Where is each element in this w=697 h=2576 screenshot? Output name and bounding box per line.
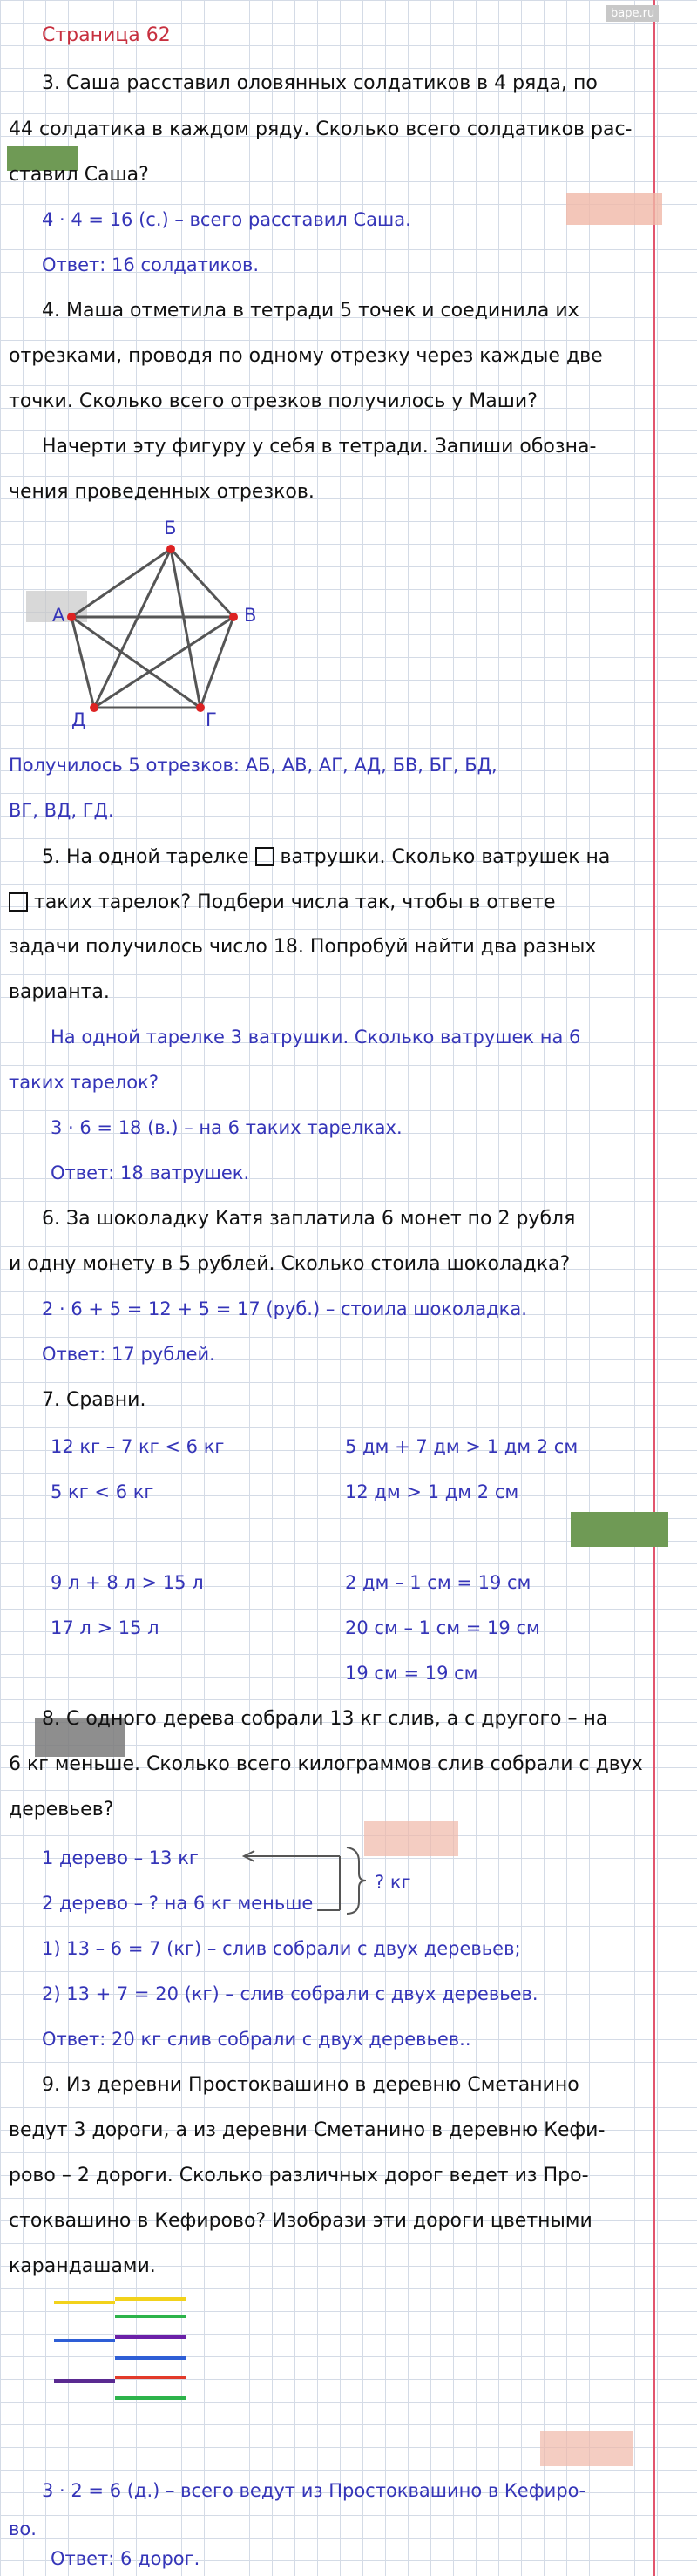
task4-answer-line: ВГ, ВД, ГД. [9, 800, 114, 821]
point-label-v: В [244, 605, 257, 626]
point-label-a: А [52, 605, 65, 626]
task4-question-line: точки. Сколько всего отрезков получилось у Маши? [9, 390, 538, 412]
task3-question-line: 3. Саша расставил оловянных солдатиков в 4 ряда, по [42, 72, 598, 94]
task9-answer-line: Ответ: 6 дорог. [51, 2548, 200, 2569]
task6-question-line: 6. За шоколадку Катя заплатила 6 монет по 2 рубля [42, 1208, 576, 1230]
point-a [67, 613, 76, 621]
page-title: Страница 62 [42, 24, 171, 46]
task9-answer-line: 3 · 2 = 6 (д.) – всего ведут из Простоквашино в Кефиро- [42, 2480, 586, 2501]
task6-answer-line: 2 · 6 + 5 = 12 + 5 = 17 (руб.) – стоила шоколадка. [42, 1298, 527, 1319]
point-label-b: Б [164, 518, 177, 539]
task9-question-line: ведут 3 дороги, а из деревни Сметанино в деревню Кефи- [9, 2119, 606, 2141]
task9-question-line: 9. Из деревни Простоквашино в деревню Сметанино [42, 2074, 579, 2096]
task4-answer-line: Получилось 5 отрезков: АБ, АВ, АГ, АД, БВ, БГ, БД, [9, 755, 497, 776]
compare-left: 5 кг < 6 кг [51, 1481, 154, 1502]
task5-answer-line: 3 · 6 = 18 (в.) – на 6 таких тарелках. [51, 1117, 403, 1138]
task4-question-line: 4. Маша отметила в тетради 5 точек и соединила их [42, 300, 579, 322]
task4-question-line: отрезками, проводя по одному отрезку через каждые две [9, 345, 603, 367]
compare-right: 5 дм + 7 дм > 1 дм 2 см [345, 1436, 579, 1457]
task8-answer-line: 2) 13 + 7 = 20 (кг) – слив собрали с двух деревьев. [42, 1983, 538, 2004]
task8-answer-line: 1) 13 – 6 = 7 (кг) – слив собрали с двух деревьев; [42, 1938, 521, 1959]
task6-answer-line: Ответ: 17 рублей. [42, 1344, 215, 1365]
task5-question-line [9, 892, 653, 912]
empty-box-icon [255, 847, 274, 866]
task5-text: таких тарелок? Подбери числа так, чтобы в ответе [34, 891, 556, 913]
point-g [196, 703, 205, 712]
compare-left: 17 л > 15 л [51, 1617, 159, 1638]
point-label-g: Г [206, 709, 217, 730]
task3-question-line: ставил Саша? [9, 164, 149, 186]
segment-ab [71, 549, 171, 617]
brace-icon [347, 1847, 366, 1914]
scheme-line: 1 дерево – 13 кг [42, 1847, 199, 1868]
task8-question-line: 6 кг меньше. Сколько всего килограммов слив собрали с двух [9, 1753, 643, 1775]
task9-question-line: рово – 2 дороги. Сколько различных дорог ведет из Про- [9, 2165, 589, 2186]
point-label-d: Д [71, 709, 86, 730]
compare-left: 9 л + 8 л > 15 л [51, 1572, 204, 1593]
compare-right: 12 дм > 1 дм 2 см [345, 1481, 519, 1502]
task5-text: 5. На одной тарелке [42, 846, 249, 868]
task3-question-line: 44 солдатика в каждом ряду. Сколько всего солдатиков рас- [9, 119, 633, 140]
compare-right: 19 см = 19 см [345, 1663, 478, 1684]
segment-bg [171, 549, 200, 708]
task5-question-line: варианта. [9, 981, 110, 1003]
task3-answer-line: 4 · 4 = 16 (с.) – всего расставил Саша. [42, 209, 411, 230]
task4-question-line: Начерти эту фигуру у себя в тетради. Запиши обозна- [42, 436, 597, 458]
point-b [166, 545, 175, 553]
task5-answer-line: таких тарелок? [9, 1072, 159, 1093]
task3-answer-line: Ответ: 16 солдатиков. [42, 254, 260, 275]
task4-question-line: чения проведенных отрезков. [9, 481, 315, 503]
scheme-total: ? кг [375, 1872, 411, 1893]
segment-bv [171, 549, 233, 617]
scheme-line: 2 дерево – ? на 6 кг меньше [42, 1893, 314, 1914]
task8-question-line: деревьев? [9, 1799, 114, 1820]
task9-question-line: стоквашино в Кефирово? Изобрази эти дороги цветными [9, 2210, 592, 2232]
task5-question-line [42, 847, 687, 867]
segment-vg [200, 617, 233, 708]
task9-question-line: карандашами. [9, 2255, 156, 2277]
task5-text: ватрушки. Сколько ватрушек на [280, 846, 611, 868]
compare-left: 12 кг – 7 кг < 6 кг [51, 1436, 225, 1457]
task6-question-line: и одну монету в 5 рублей. Сколько стоила шоколадка? [9, 1253, 571, 1275]
task7-question: 7. Сравни. [42, 1389, 146, 1411]
point-d [90, 703, 98, 712]
point-v [229, 613, 238, 621]
compare-right: 2 дм – 1 см = 19 см [345, 1572, 531, 1593]
task5-answer-line: На одной тарелке 3 ватрушки. Сколько ватрушек на 6 [51, 1027, 581, 1047]
watermark: bape.ru [606, 5, 659, 22]
task8-answer-line: Ответ: 20 кг слив собрали с двух деревьев.. [42, 2029, 471, 2050]
empty-box-icon [9, 892, 28, 912]
task5-answer-line: Ответ: 18 ватрушек. [51, 1163, 250, 1183]
task8-question-line: 8. С одного дерева собрали 13 кг слив, а с другого – на [42, 1708, 608, 1730]
compare-right: 20 см – 1 см = 19 см [345, 1617, 540, 1638]
task9-answer-line: во. [9, 2518, 37, 2539]
task5-question-line: задачи получилось число 18. Попробуй найти два разных [9, 936, 597, 958]
